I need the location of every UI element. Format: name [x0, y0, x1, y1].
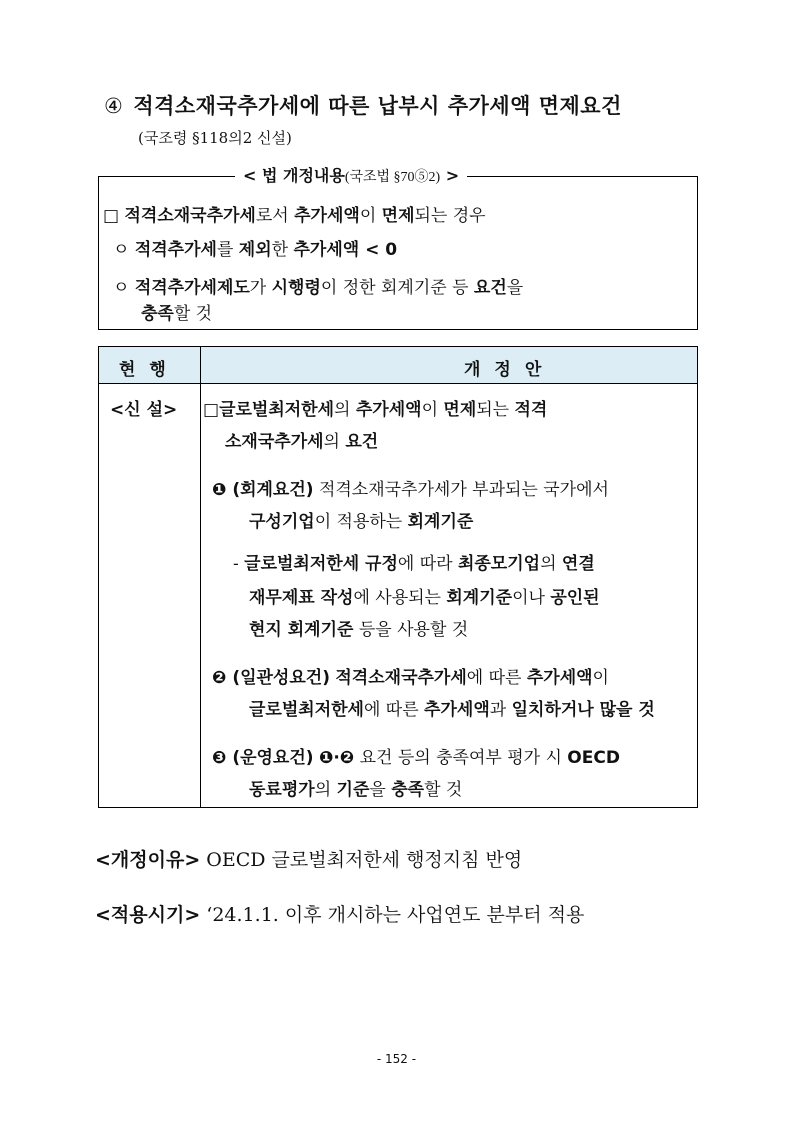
box-line-1: □ 적격소재국추가세로서 추가세액이 면제되는 경우: [103, 206, 486, 226]
amendment-reason-label: <개정이유>: [95, 849, 201, 871]
comparison-table: [98, 346, 698, 808]
box-title: < 법 개정내용(국조법 §70⑤2) >: [235, 163, 467, 186]
effective-date: [95, 900, 584, 927]
requirement-3-line-1: ❸ (운영요건) ❶·❷ 요건 등의 충족여부 평가 시 OECD: [212, 748, 620, 768]
requirement-1-line-5: 현지 회계기준 등을 사용할 것: [249, 620, 469, 640]
effective-date-text: ‘24.1.1. 이후 개시하는 사업연도 분부터 적용: [200, 904, 585, 926]
box-line-4: 충족할 것: [141, 304, 213, 324]
amend-intro-2: 소재국추가세의 요건: [225, 432, 379, 452]
amend-intro-1: □글로벌최저한세의 추가세액이 면제되는 적격: [203, 400, 548, 420]
section-number: ④: [104, 94, 124, 118]
current-value: <신 설>: [110, 400, 178, 420]
requirement-2-line-1: ❷ (일관성요건) 적격소재국추가세에 따른 추가세액이: [212, 668, 609, 688]
section-title-text: 적격소재국추가세에 따른 납부시 추가세액 면제요건: [133, 94, 622, 118]
amendment-reason: [95, 845, 522, 872]
requirement-1-line-4: 재무제표 작성에 사용되는 회계기준이나 공인된: [249, 588, 600, 608]
table-header-row: [99, 347, 697, 384]
section-title: [104, 90, 622, 120]
requirement-3-line-2: 동료평가의 기준을 충족할 것: [249, 780, 463, 800]
box-line-3: ㅇ 적격추가세제도가 시행령이 정한 회계기준 등 요건을: [113, 278, 524, 298]
requirement-1-line-3: - 글로벌최저한세 규정에 따라 최종모기업의 연결: [233, 554, 595, 574]
amendment-reason-text: OECD 글로벌최저한세 행정지침 반영: [200, 849, 523, 871]
box-line-2: ㅇ 적격추가세를 제외한 추가세액 < 0: [113, 240, 398, 260]
requirement-2-line-2: 글로벌최저한세에 따른 추가세액과 일치하거나 많을 것: [249, 700, 655, 720]
requirement-1-line-2: 구성기업이 적용하는 회계기준: [249, 512, 474, 532]
column-divider: [200, 347, 201, 807]
page-number: - 152 -: [376, 1052, 417, 1066]
requirement-1-line-1: ❶ (회계요건) 적격소재국추가세가 부과되는 국가에서: [212, 480, 609, 500]
law-amendment-box: [98, 176, 698, 330]
header-current: 현행: [119, 360, 180, 380]
effective-date-label: <적용시기>: [95, 904, 201, 926]
header-amendment: 개정안: [464, 360, 556, 380]
section-subtitle: (국조령 §118의2 신설): [138, 129, 292, 147]
